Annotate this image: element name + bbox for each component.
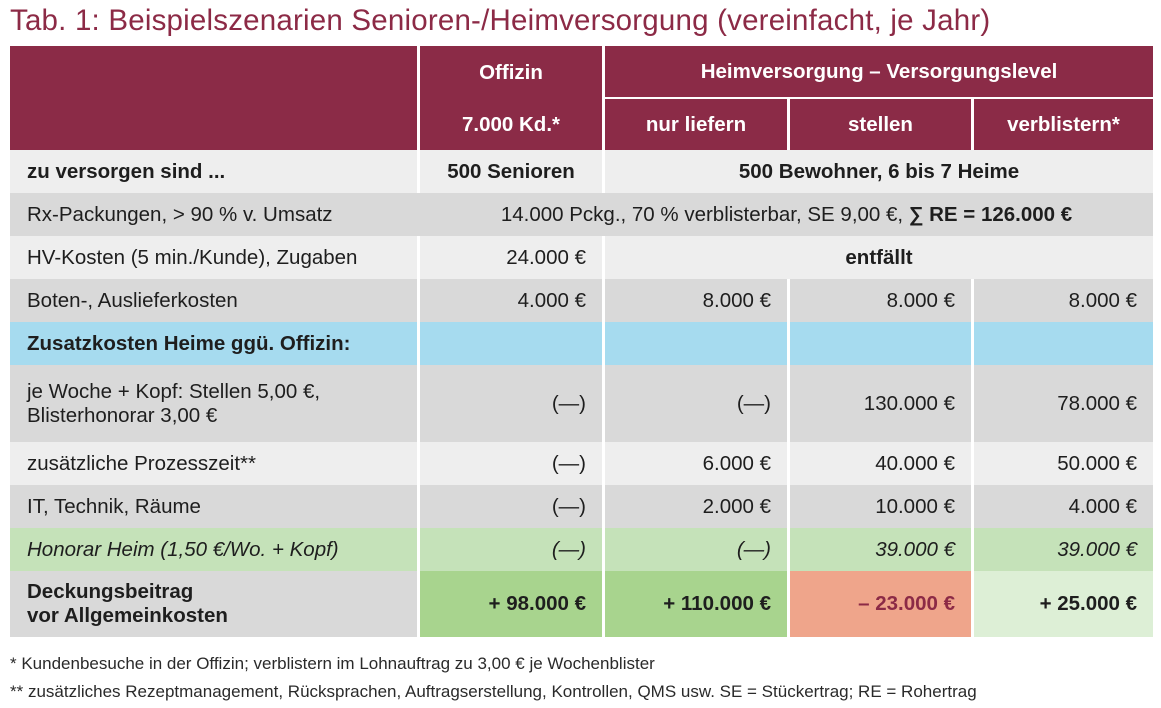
cell-verblistern: 8.000 € — [971, 279, 1153, 322]
cell-stellen: 40.000 € — [787, 442, 971, 485]
cell-liefern: 8.000 € — [602, 279, 787, 322]
cell-empty — [417, 322, 602, 365]
cell-stellen: 8.000 € — [787, 279, 971, 322]
cell-offizin: 500 Senioren — [417, 150, 602, 193]
cell-offizin: 24.000 € — [417, 236, 602, 279]
row-versorgen — [10, 150, 1153, 193]
header-level-verblistern: verblistern* — [971, 99, 1153, 150]
row-label: zu versorgen sind ... — [10, 150, 417, 193]
row-label-line1: je Woche + Kopf: Stellen 5,00 €, — [27, 379, 321, 403]
cell-stellen: 130.000 € — [787, 365, 971, 442]
cell-liefern: 2.000 € — [602, 485, 787, 528]
cell-liefern: 6.000 € — [602, 442, 787, 485]
cell-verblistern: + 25.000 € — [971, 571, 1153, 637]
row-prozesszeit — [10, 442, 1153, 485]
row-honorar — [10, 528, 1153, 571]
cell-offizin: (—) — [417, 485, 602, 528]
cell-stellen: 39.000 € — [787, 528, 971, 571]
header-row-1 — [10, 46, 1153, 99]
cell-stellen: – 23.000 € — [787, 571, 971, 637]
row-label — [10, 365, 417, 442]
row-label: Rx-Packungen, > 90 % v. Umsatz — [10, 193, 417, 236]
cell-offizin: (—) — [417, 528, 602, 571]
cell-empty — [787, 322, 971, 365]
cell-stellen: 10.000 € — [787, 485, 971, 528]
cell-liefern: (—) — [602, 528, 787, 571]
footnote-2: ** zusätzliches Rezeptmanagement, Rücksprachen, Auftragserstellung, Kontrollen, QMS usw. SE = Stückertrag; RE = Rohertrag — [10, 682, 977, 701]
cell-offizin: + 98.000 € — [417, 571, 602, 637]
cell-verblistern: 50.000 € — [971, 442, 1153, 485]
cell-heim: 500 Bewohner, 6 bis 7 Heime — [602, 150, 1153, 193]
row-zusatzkosten — [10, 322, 1153, 365]
row-label-line2: vor Allgemeinkosten — [27, 604, 228, 627]
cell-empty — [971, 322, 1153, 365]
header-offizin: Offizin — [417, 46, 602, 99]
row-label-line1: Deckungsbeitrag — [27, 580, 194, 603]
table-title: Tab. 1: Beispielszenarien Senioren-/Heimversorgung (vereinfacht, je Jahr) — [10, 4, 991, 37]
footnote-1: * Kundenbesuche in der Offizin; verblistern im Lohnauftrag zu 3,00 € je Wochenblister — [10, 654, 655, 673]
header-heimversorgung: Heimversorgung – Versorgungslevel — [602, 46, 1153, 99]
row-label: HV-Kosten (5 min./Kunde), Zugaben — [10, 236, 417, 279]
row-woche-kopf — [10, 365, 1153, 442]
row-boten — [10, 279, 1153, 322]
header-offizin-sub: 7.000 Kd.* — [417, 99, 602, 150]
cell-heim: entfällt — [602, 236, 1153, 279]
row-deckungsbeitrag — [10, 571, 1153, 637]
scenario-table — [10, 46, 1153, 637]
row-label: Honorar Heim (1,50 €/Wo. + Kopf) — [10, 528, 417, 571]
header-level-stellen: stellen — [787, 99, 971, 150]
header-corner — [10, 46, 417, 150]
cell-offizin: (—) — [417, 442, 602, 485]
cell-liefern: + 110.000 € — [602, 571, 787, 637]
row-label: zusätzliche Prozesszeit** — [10, 442, 417, 485]
row-label: IT, Technik, Räume — [10, 485, 417, 528]
row-label: Zusatzkosten Heime ggü. Offizin: — [10, 322, 417, 365]
rx-text: 14.000 Pckg., 70 % verblisterbar, SE 9,00 €, — [500, 202, 904, 226]
rx-sum: ∑ RE = 126.000 € — [908, 202, 1073, 226]
row-label-line2: Blisterhonorar 3,00 € — [27, 403, 218, 427]
cell-offizin: 4.000 € — [417, 279, 602, 322]
cell-liefern: (—) — [602, 365, 787, 442]
cell-offizin: (—) — [417, 365, 602, 442]
row-hv — [10, 236, 1153, 279]
cell-empty — [602, 322, 787, 365]
row-label — [10, 571, 417, 637]
header-level-liefern: nur liefern — [602, 99, 787, 150]
cell-verblistern: 39.000 € — [971, 528, 1153, 571]
cell-rx — [417, 193, 1153, 236]
row-label: Boten-, Auslieferkosten — [10, 279, 417, 322]
row-it — [10, 485, 1153, 528]
cell-verblistern: 4.000 € — [971, 485, 1153, 528]
cell-verblistern: 78.000 € — [971, 365, 1153, 442]
row-rx — [10, 193, 1153, 236]
